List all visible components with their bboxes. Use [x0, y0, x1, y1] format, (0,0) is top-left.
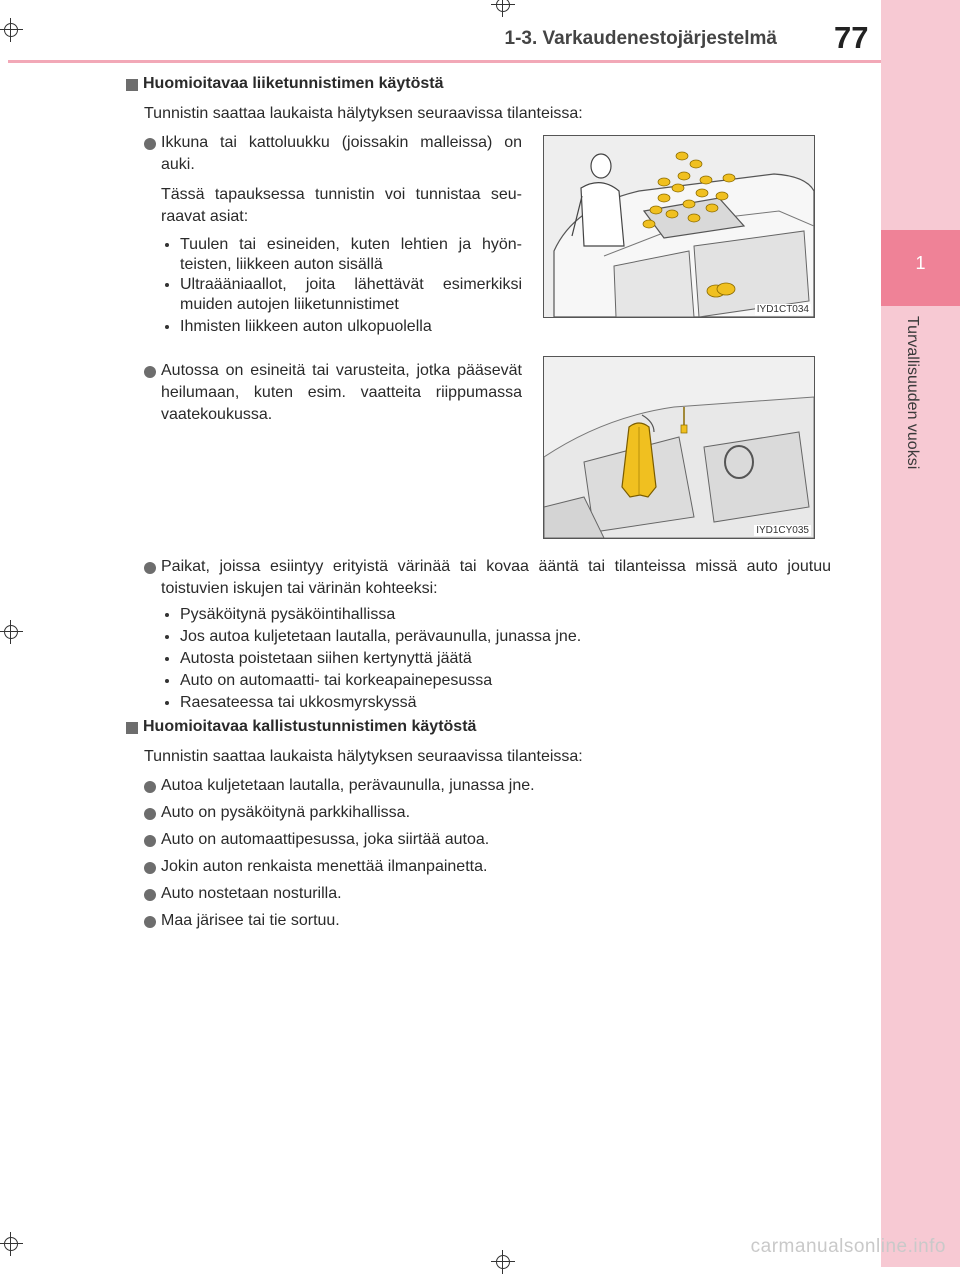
header-rule	[8, 60, 881, 63]
sub-item-text: Ultraääniaallot, joita lähettävät esimerkiksi	[180, 276, 522, 293]
bullet-icon	[144, 562, 156, 574]
sub-item-text: Auto on automaatti- tai korkeapainepesussa	[180, 672, 493, 689]
list-item-text: Maa järisee tai tie sortuu.	[161, 912, 340, 929]
sub-item-text: Autosta poistetaan siihen kertynyttä jäätä	[180, 650, 472, 667]
page-number: 77	[834, 20, 869, 55]
crop-mark-icon	[491, 1250, 515, 1274]
sub-item-text: Raesateessa tai ukkosmyrskyssä	[180, 694, 417, 711]
figure-sunroof-leaves	[543, 135, 815, 318]
chapter-sidebar	[881, 0, 960, 1267]
crop-mark-icon	[0, 620, 23, 644]
bullet-icon	[144, 808, 156, 820]
sub-bullet-icon	[165, 325, 169, 329]
figure-label: IYD1CY035	[756, 525, 809, 536]
bullet-icon	[144, 138, 156, 150]
chapter-title: 1-3. Varkaudenestojärjestelmä	[504, 28, 777, 49]
list-item-text: Auto on pysäköitynä parkkihallissa.	[161, 804, 411, 821]
list-item-text: heilumaan, kuten esim. vaatteita riippumassa	[161, 384, 522, 401]
square-bullet-icon	[126, 79, 138, 91]
list-item-text: Auto nostetaan nosturilla.	[161, 885, 342, 902]
section-title: Huomioitavaa kallistustunnistimen käytöstä	[143, 718, 477, 735]
list-item-text: auki.	[161, 156, 195, 173]
sub-bullet-icon	[165, 701, 169, 705]
bullet-icon	[144, 366, 156, 378]
list-item-text: Ikkuna tai kattoluukku (joissakin malleissa) on	[161, 134, 522, 151]
bullet-icon	[144, 862, 156, 874]
sub-item-text: Ihmisten liikkeen auton ulkopuolella	[180, 318, 432, 335]
sub-bullet-icon	[165, 635, 169, 639]
section-intro: Tunnistin saattaa laukaista hälytyksen seuraavissa tilanteissa:	[144, 748, 583, 765]
note-text: Tässä tapauksessa tunnistin voi tunnistaa seu-	[161, 186, 522, 203]
figure-label: IYD1CT034	[756, 304, 809, 315]
square-bullet-icon	[126, 722, 138, 734]
note-text: raavat asiat:	[161, 208, 249, 225]
crop-mark-icon	[0, 18, 23, 42]
sub-item-text: teisten, liikkeen auton sisällä	[180, 256, 383, 273]
crop-mark-icon	[0, 1232, 23, 1256]
chapter-tab-number[interactable]: 1	[881, 230, 960, 306]
sub-bullet-icon	[165, 679, 169, 683]
list-item-text: Autossa on esineitä tai varusteita, jotka pääsevät	[161, 362, 522, 379]
sub-bullet-icon	[165, 243, 169, 247]
car-interior-illustration	[544, 357, 814, 538]
list-item-text: toistuvien iskujen tai värinän kohteeksi:	[161, 580, 438, 597]
sub-item-text: Jos autoa kuljetetaan lautalla, perävaunulla, junassa jne.	[180, 628, 582, 645]
bullet-icon	[144, 916, 156, 928]
figure-interior-jacket	[543, 356, 815, 539]
list-item-text: Auto on automaattipesussa, joka siirtää autoa.	[161, 831, 490, 848]
list-item-text: Autoa kuljetetaan lautalla, perävaunulla, junassa jne.	[161, 777, 535, 794]
sub-item-text: Tuulen tai esineiden, kuten lehtien ja hyön-	[180, 236, 522, 253]
list-item-text: Paikat, joissa esiintyy erityistä värinää tai kovaa ääntä tai tilanteissa missä auto joutuu	[161, 558, 831, 575]
list-item-text: vaatekoukussa.	[161, 406, 273, 423]
sub-bullet-icon	[165, 613, 169, 617]
list-item-text: Jokin auton renkaista menettää ilmanpainetta.	[161, 858, 488, 875]
sub-item-text: Pysäköitynä pysäköintihallissa	[180, 606, 396, 623]
bullet-icon	[144, 835, 156, 847]
car-sunroof-illustration	[544, 136, 814, 317]
crop-mark-icon	[491, 0, 515, 17]
chapter-tab-label: Turvallisuuden vuoksi	[904, 316, 921, 470]
sub-bullet-icon	[165, 283, 169, 287]
bullet-icon	[144, 781, 156, 793]
section-intro: Tunnistin saattaa laukaista hälytyksen seuraavissa tilanteissa:	[144, 105, 583, 122]
sub-item-text: muiden autojen liiketunnistimet	[180, 296, 399, 313]
sub-bullet-icon	[165, 657, 169, 661]
bullet-icon	[144, 889, 156, 901]
watermark: carmanualsonline.info	[750, 1236, 946, 1257]
section-title: Huomioitavaa liiketunnistimen käytöstä	[143, 75, 444, 92]
